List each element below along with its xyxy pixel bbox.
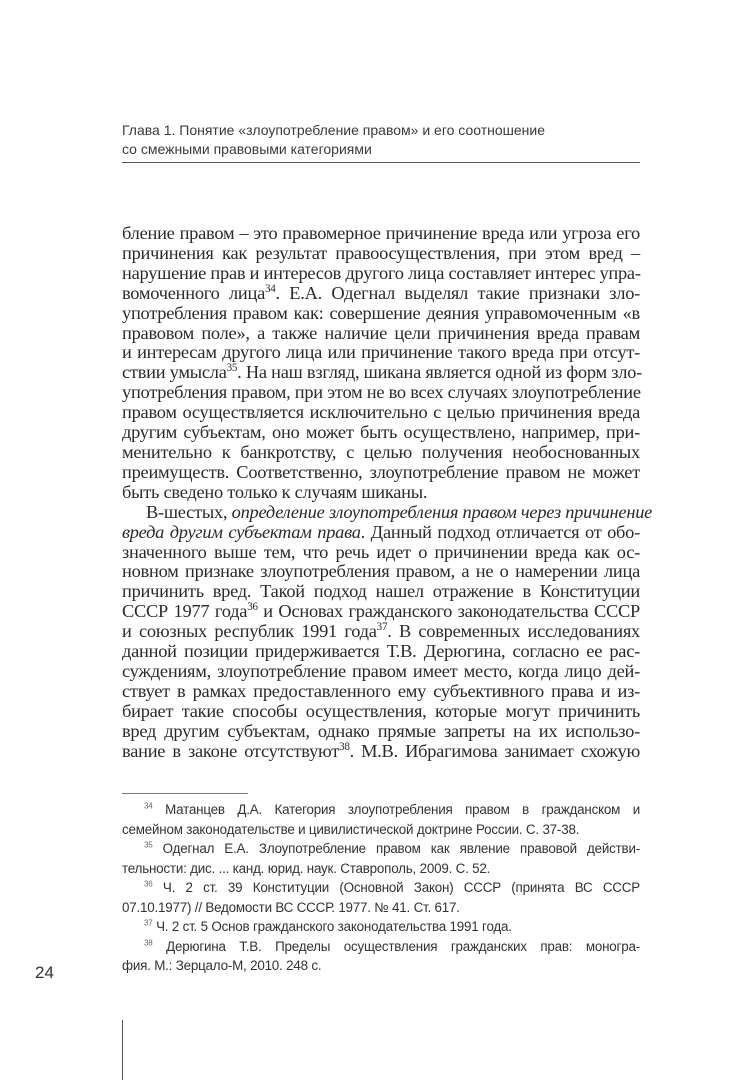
text-line (122, 324, 640, 344)
footnote-text: Одегнал Е.А. Злоупотребление правом как явление правовой действи- (162, 841, 640, 856)
text-line (122, 602, 640, 622)
text-segment: преимуществ. Соответственно, злоупотребление правом не может (122, 461, 640, 482)
text-segment: вомоченного лица (122, 282, 265, 303)
footnote-line (122, 839, 640, 859)
running-header-line: Глава 1. Понятие «злоупотребление правом» и его соотношение (122, 122, 546, 138)
emphasis-text: определение злоупотребления правом через причинение (231, 501, 653, 522)
text-line (122, 423, 640, 443)
text-line (122, 742, 640, 762)
text-line (122, 622, 640, 642)
text-segment: вред другим субъектам, однако прямые запреты на их использо- (122, 720, 640, 741)
footnote-line (122, 800, 640, 820)
footnote-divider (122, 793, 248, 794)
footnote-text: семейном законодательстве и цивилистической доктрине России. С. 37-38. (122, 821, 580, 837)
text-segment: нарушение прав и интересов другого лица составляет интерес упра- (122, 262, 641, 283)
text-line (122, 383, 640, 403)
footnote-text: Ч. 2 ст. 5 Основ гражданского законодательства 1991 года. (156, 919, 512, 934)
text-segment: правом осуществляется исключительно с целью причинения вреда (122, 402, 640, 423)
footnote-number: 38 (144, 938, 153, 948)
text-line (122, 662, 640, 682)
footnote-ref: 38 (339, 740, 350, 753)
text-segment: значенного выше тем, что речь идет о причинении вреда как ос- (122, 541, 640, 562)
text-segment: новном признаке злоупотребления правом, а не о намерении лица (122, 561, 640, 582)
text-segment: данной позиции придерживается Т.В. Дерюгина, согласно ее рас- (122, 641, 640, 662)
text-segment: . Данный подход отличается от обо- (360, 521, 640, 542)
text-segment: . В современных исследованиях (387, 621, 640, 642)
footnote-line (122, 956, 640, 976)
text-segment: ствует в рамках предоставленного ему субъективного права и из- (122, 680, 640, 701)
footnote-ref: 37 (376, 621, 388, 633)
text-segment: употребления правом, при этом не во всех случаях злоупотребление (122, 382, 641, 403)
text-segment: и Основах гражданского законодательства СССР (257, 601, 640, 622)
footnote-text: 07.10.1977) // Ведомости ВС СССР. 1977. № 41. Ст. 617. (122, 899, 460, 915)
text-segment: . М.В. Ибрагимова занимает схожую (349, 740, 640, 761)
footnote-ref: 36 (247, 601, 258, 614)
text-line (122, 722, 640, 742)
text-segment: . На наш взгляд, шикана является одной из форм зло- (237, 362, 642, 383)
text-line (122, 702, 640, 722)
text-line (122, 304, 640, 324)
text-line (122, 543, 640, 563)
text-segment: вание в законе отсутствуют (122, 740, 340, 761)
text-line (122, 463, 640, 483)
page-number: 24 (35, 963, 54, 982)
running-header (122, 121, 640, 159)
text-segment: и интересам другого лица или причинение такого вреда при отсут- (122, 342, 640, 363)
footnote-line (122, 898, 640, 918)
running-header-line: со смежными правовыми категориями (122, 141, 372, 157)
footnote-line (122, 859, 640, 879)
footnote-number: 35 (144, 840, 153, 850)
footnote-text: Матанцев Д.А. Категория злоупотребления правом в гражданском и (165, 802, 640, 817)
text-segment: причинения как результат правоосуществления, при этом вред – (122, 242, 640, 263)
text-line (122, 224, 640, 244)
text-line (122, 343, 640, 363)
footnote-line (122, 820, 640, 840)
text-line (122, 264, 640, 284)
footnote-line (122, 937, 640, 957)
footnote-number: 34 (144, 801, 153, 811)
footnote-ref: 34 (265, 282, 276, 295)
text-segment: быть сведено только к случаям шиканы. (122, 481, 428, 502)
footnote-number: 36 (144, 879, 153, 889)
text-line (122, 403, 640, 423)
text-segment: ствии умысла (122, 362, 227, 383)
footnote-text: Ч. 2 ст. 39 Конституции (Основной Закон) СССР (принята ВС СССР (162, 880, 640, 895)
footnotes (122, 800, 640, 976)
text-segment: другим субъектам, оно может быть осуществлено, например, при- (122, 422, 640, 443)
text-line (122, 244, 640, 264)
text-line (122, 501, 653, 523)
footnote-ref: 35 (226, 362, 238, 375)
text-line (122, 562, 640, 582)
margin-rule (122, 1020, 123, 1080)
text-line (122, 582, 640, 602)
header-divider (122, 162, 640, 163)
main-text (122, 223, 653, 761)
text-line (122, 523, 640, 543)
footnote-line (122, 878, 640, 898)
text-line (122, 284, 640, 304)
text-segment: правовом поле», а также наличие цели причинения вреда правам (122, 322, 640, 343)
text-segment: и союзных республик 1991 года (122, 621, 377, 642)
text-segment: В-шестых, (146, 501, 232, 522)
footnote-text: тельности: дис. ... канд. юрид. наук. Ставрополь, 2009. С. 52. (122, 860, 491, 876)
text-line (122, 682, 640, 702)
footnote-number: 37 (144, 918, 153, 928)
text-segment: бление правом – это правомерное причинение вреда или угроза его (122, 223, 640, 243)
footnote-text: Дерюгина Т.В. Пределы осуществления гражданских прав: моногра- (166, 938, 640, 954)
text-line (122, 483, 640, 503)
text-line (122, 363, 640, 383)
footnote-line (122, 917, 640, 937)
text-line (122, 443, 640, 463)
emphasis-text: вреда другим субъектам права (122, 521, 361, 542)
text-segment: употребления правом как: совершение деяния управомоченным «в (122, 302, 640, 323)
text-line (122, 642, 640, 662)
text-segment: суждениям, злоупотребление правом имеет место, когда лицо дей- (122, 660, 640, 681)
footnote-text: фия. М.: Зерцало-М, 2010. 248 с. (122, 958, 322, 973)
text-segment: СССР 1977 года (122, 601, 248, 622)
text-segment: . Е.А. Одегнал выделял такие признаки зло- (275, 282, 641, 303)
text-segment: менительно к банкротству, с целью получения необоснованных (122, 441, 640, 462)
text-segment: причинить вред. Такой подход нашел отражение в Конституции (122, 581, 640, 602)
text-segment: бирает такие способы осуществления, которые могут причинить (122, 700, 640, 721)
